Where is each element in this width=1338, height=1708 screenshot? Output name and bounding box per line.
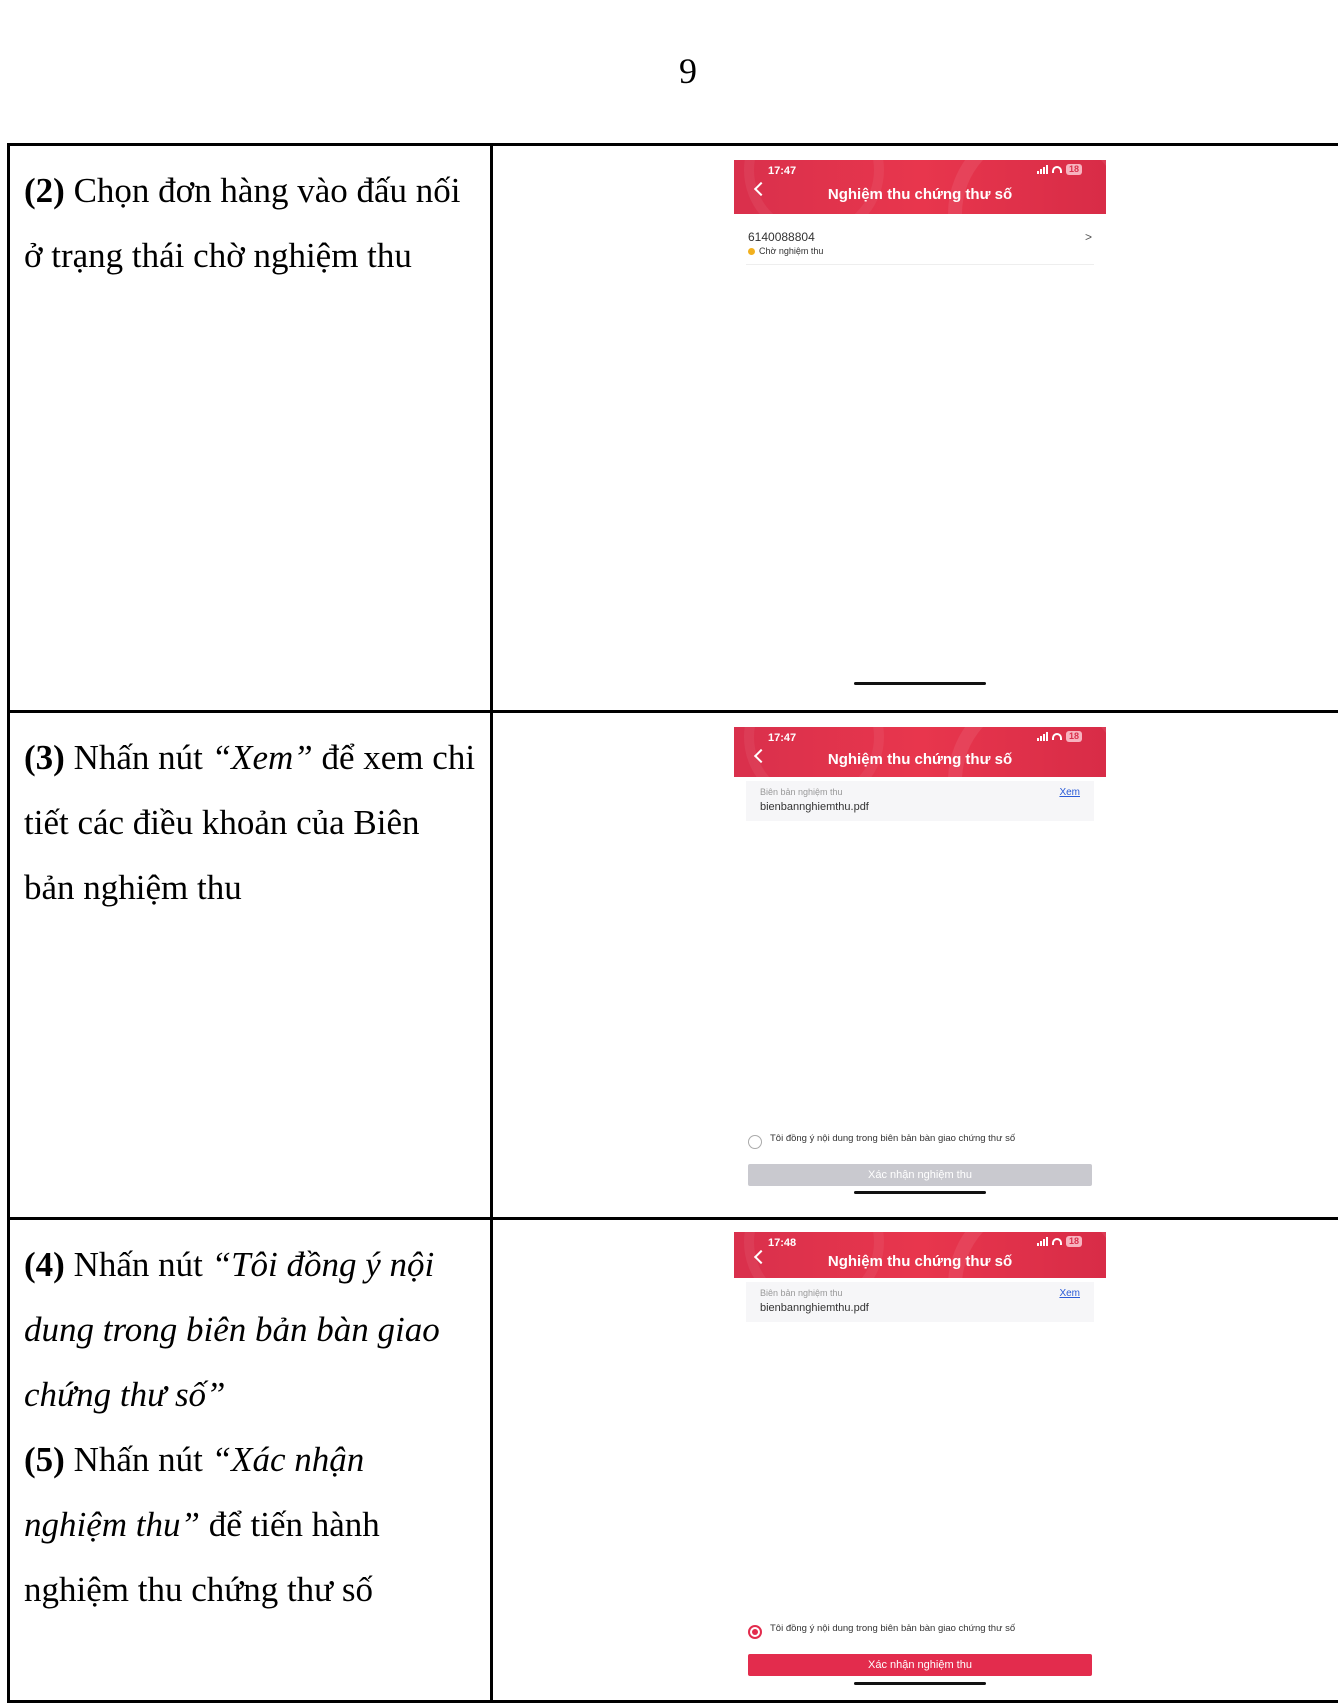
step-description: Chọn đơn hàng vào đấu nối ở trạng thái chờ nghiệm thu [24,171,461,275]
app-header [734,160,1106,214]
step-4-5-screenshot [492,1219,1338,1702]
battery-icon: 18 [1066,164,1082,175]
screen-title: Nghiệm thu chứng thư số [827,751,1013,768]
agree-label: Tôi đồng ý nội dung trong biên bản bàn giao chứng thư số [770,1623,1016,1634]
signal-icon [1037,1237,1048,1246]
home-indicator [854,1682,986,1685]
step-4-5-text [9,1219,492,1702]
wifi-icon [1052,733,1062,740]
chevron-right-icon: > [1084,230,1092,244]
status-time: 17:47 [768,732,797,744]
order-list-item[interactable] [746,226,1094,265]
button-name: “Tôi đồng ý nội dung trong biên bản bàn giao chứng thư số” [24,1245,440,1414]
step-text: Nhấn nút [64,1245,212,1284]
view-link[interactable]: Xem [1059,787,1080,798]
button-name: “Xác nhận nghiệm thu” [24,1440,365,1544]
step-number: (5) [24,1440,65,1479]
step-text: để xem chi tiết các điều khoản của Biên bản nghiệm thu [24,738,476,907]
wifi-icon [1052,1238,1062,1245]
step-2-screenshot [492,145,1338,712]
confirm-acceptance-button[interactable]: Xác nhận nghiệm thu [748,1654,1092,1676]
app-header [734,727,1106,777]
acceptance-file-card [746,1282,1094,1322]
screen-title: Nghiệm thu chứng thư số [827,1253,1013,1270]
wifi-icon [1052,166,1062,173]
status-icons [1037,731,1082,742]
status-time: 17:48 [768,1237,797,1249]
step-row-3 [9,712,1338,1219]
file-name: bienbannghiemthu.pdf [760,1302,869,1314]
battery-icon: 18 [1066,1236,1082,1247]
order-status-label: Chờ nghiệm thu [759,246,824,256]
signal-icon [1037,732,1048,741]
battery-icon: 18 [1066,731,1082,742]
steps-table [7,143,1338,1703]
status-icons [1037,164,1082,175]
agree-checkbox-row[interactable] [748,1624,1090,1639]
file-label: Biên bản nghiệm thu [760,787,843,797]
status-icons [1037,1236,1082,1247]
step-row-2 [9,145,1338,712]
file-name: bienbannghiemthu.pdf [760,801,869,813]
phone-screen [734,160,1106,700]
signal-icon [1037,165,1048,174]
acceptance-file-card [746,781,1094,821]
confirm-acceptance-button[interactable]: Xác nhận nghiệm thu [748,1164,1092,1186]
status-dot-icon [748,248,755,255]
home-indicator [854,1191,986,1194]
step-row-4-5 [9,1219,1338,1702]
button-name: “Xem” [211,738,313,777]
step-3-screenshot [492,712,1338,1219]
agree-radio[interactable] [748,1135,762,1149]
step-3-text [9,712,492,1219]
page-number: 9 [679,51,697,91]
view-link[interactable]: Xem [1059,1288,1080,1299]
agree-label: Tôi đồng ý nội dung trong biên bản bàn giao chứng thư số [770,1133,1016,1144]
back-arrow-icon[interactable] [754,749,768,763]
step-number: (4) [24,1245,65,1284]
step-text: Nhấn nút [64,738,212,777]
phone-screen [734,727,1106,1207]
screen-title: Nghiệm thu chứng thư số [827,186,1013,203]
agree-checkbox-row[interactable] [748,1134,1090,1149]
step-2-text [9,145,492,712]
agree-radio[interactable] [748,1625,762,1639]
step-number: (2) [24,171,65,210]
order-id: 6140088804 [748,230,815,244]
phone-screen [734,1232,1106,1692]
file-label: Biên bản nghiệm thu [760,1288,843,1298]
step-text: Nhấn nút [64,1440,212,1479]
back-arrow-icon[interactable] [754,1250,768,1264]
step-text: để tiến hành nghiệm thu chứng thư số [24,1505,380,1609]
status-time: 17:47 [768,165,797,177]
home-indicator [854,682,986,685]
back-arrow-icon[interactable] [754,182,768,196]
step-number: (3) [24,738,65,777]
app-header [734,1232,1106,1278]
order-status [748,246,1092,256]
